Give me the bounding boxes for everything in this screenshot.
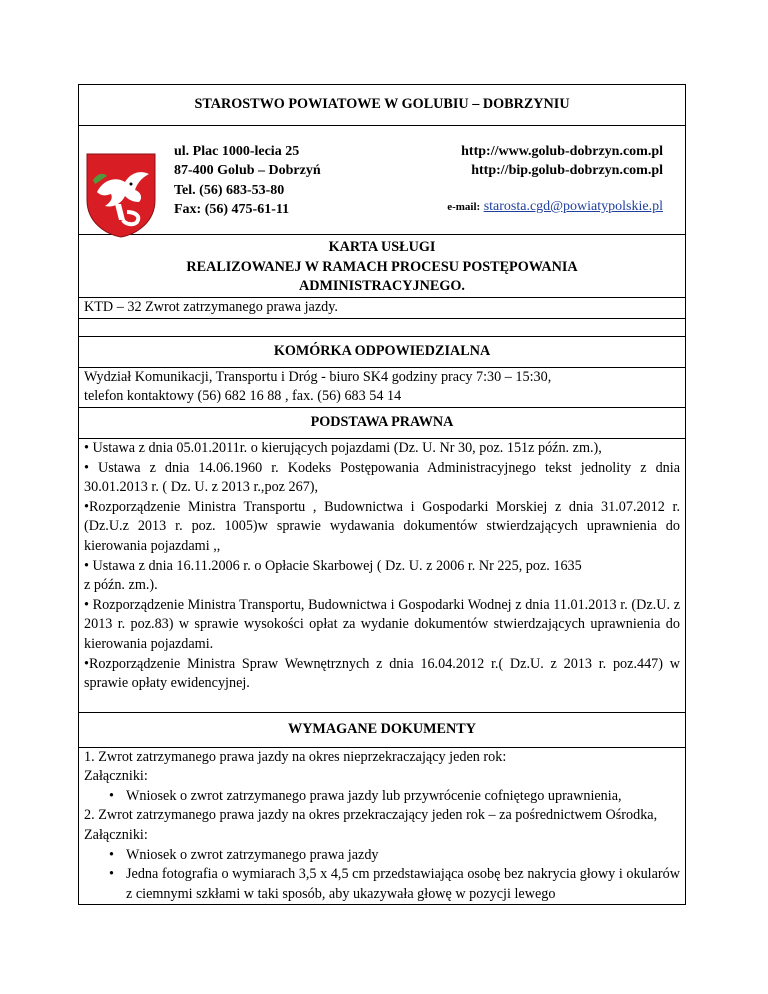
email-label: e-mail:: [447, 201, 481, 213]
card-table: [78, 84, 686, 905]
legal-item: • Rozporządzenie Ministra Transportu, Budownictwa i Gospodarki Wodnej z dnia 11.01.2013 r. (Dz.U. z 2013 r. poz.83) w sprawie wysokości opłat za wydanie dokumentów stwierdzających uprawnienia do kierowania pojazdami.: [84, 596, 680, 652]
card-title: [79, 235, 686, 298]
service-line: KTD – 32 Zwrot zatrzymanego prawa jazdy.: [79, 297, 686, 318]
case-1-attachments: [84, 787, 680, 807]
contact-block: [79, 126, 686, 235]
legal-item: • Ustawa z dnia 14.06.1960 r. Kodeks Postępowania Administracyjnego tekst jednolity z dnia 30.01.2013 r. ( Dz. U. z 2013 r.,poz 267),: [84, 459, 680, 496]
email-line: [447, 197, 663, 218]
address-phone: Tel. (56) 683-53-80: [174, 182, 285, 198]
coat-of-arms-logo: [85, 152, 157, 238]
responsible-body: [79, 367, 686, 407]
service-card: [78, 84, 686, 987]
card-title-line-1: KARTA USŁUGI: [328, 239, 436, 255]
legal-item: • Ustawa z dnia 05.01.2011r. o kierujących pojazdami (Dz. U. Nr 30, poz. 151z późn. zm.),: [84, 439, 602, 456]
legal-basis-heading: PODSTAWA PRAWNA: [79, 407, 686, 438]
attachments-label: Załączniki:: [84, 827, 148, 844]
responsible-line-2: telefon kontaktowy (56) 682 16 88 , fax. (56) 683 54 14: [84, 388, 402, 405]
website-bip: http://bip.golub-dobrzyn.com.pl: [471, 163, 663, 179]
attachment-item: • Jedna fotografia o wymiarach 3,5 x 4,5 cm przedstawiająca osobę bez nakrycia głowy i okularów z ciemnymi szkłami w taki sposób, aby ukazywała głowę w pozycji lewego: [126, 865, 680, 904]
responsible-line-1: Wydział Komunikacji, Transportu i Dróg - biuro SK4 godziny pracy 7:30 – 15:30,: [84, 368, 552, 385]
documents-case-1: 1. Zwrot zatrzymanego prawa jazdy na okres nieprzekraczający jeden rok:: [84, 748, 507, 765]
documents-body: [79, 747, 686, 905]
address-street: ul. Plac 1000-lecia 25: [174, 144, 300, 159]
documents-case-2: 2. Zwrot zatrzymanego prawa jazdy na okres przekraczający jeden rok – za pośrednictwem Ośrodka,: [84, 807, 658, 824]
responsible-heading: KOMÓRKA ODPOWIEDZIALNA: [79, 336, 686, 367]
legal-basis-body: [79, 438, 686, 712]
legal-item: • Ustawa z dnia 16.11.2006 r. o Opłacie Skarbowej ( Dz. U. z 2006 r. Nr 225, poz. 1635: [84, 557, 582, 574]
websites: [461, 142, 663, 181]
address-fax: Fax: (56) 475-61-11: [174, 201, 290, 217]
attachment-item: • Wniosek o zwrot zatrzymanego prawa jazdy lub przywrócenie cofniętego uprawnienia,: [126, 787, 680, 807]
legal-item: •Rozporządzenie Ministra Spraw Wewnętrznych z dnia 16.04.2012 r.( Dz.U. z 2013 r. poz.447) w sprawie opłaty ewidencyjnej.: [84, 655, 680, 692]
postal-address: [174, 142, 321, 219]
attachment-item: • Wniosek o zwrot zatrzymanego prawa jazdy: [126, 846, 680, 866]
documents-heading: WYMAGANE DOKUMENTY: [79, 712, 686, 747]
legal-item: •Rozporządzenie Ministra Transportu , Budownictwa i Gospodarki Morskiej z dnia 31.07.2012 r. (Dz.U.z 2013 r. poz. 1005)w sprawie wydawania dokumentów stwierdzających uprawnienia do kierowania pojazdami ,,: [84, 498, 680, 554]
case-2-attachments: [84, 846, 680, 905]
website-main: http://www.golub-dobrzyn.com.pl: [461, 144, 663, 159]
attachments-label: Załączniki:: [84, 768, 148, 785]
address-city: 87-400 Golub – Dobrzyń: [174, 163, 321, 179]
card-title-line-3: ADMINISTRACYJNEGO.: [299, 278, 465, 295]
office-name: STAROSTWO POWIATOWE W GOLUBIU – DOBRZYNIU: [79, 85, 686, 126]
spacer-row: [79, 318, 686, 336]
card-title-line-2: REALIZOWANEJ W RAMACH PROCESU POSTĘPOWANIA: [186, 258, 578, 275]
legal-item: z późn. zm.).: [84, 577, 158, 594]
email-link[interactable]: starosta.cgd@powiatypolskie.pl: [483, 199, 663, 214]
